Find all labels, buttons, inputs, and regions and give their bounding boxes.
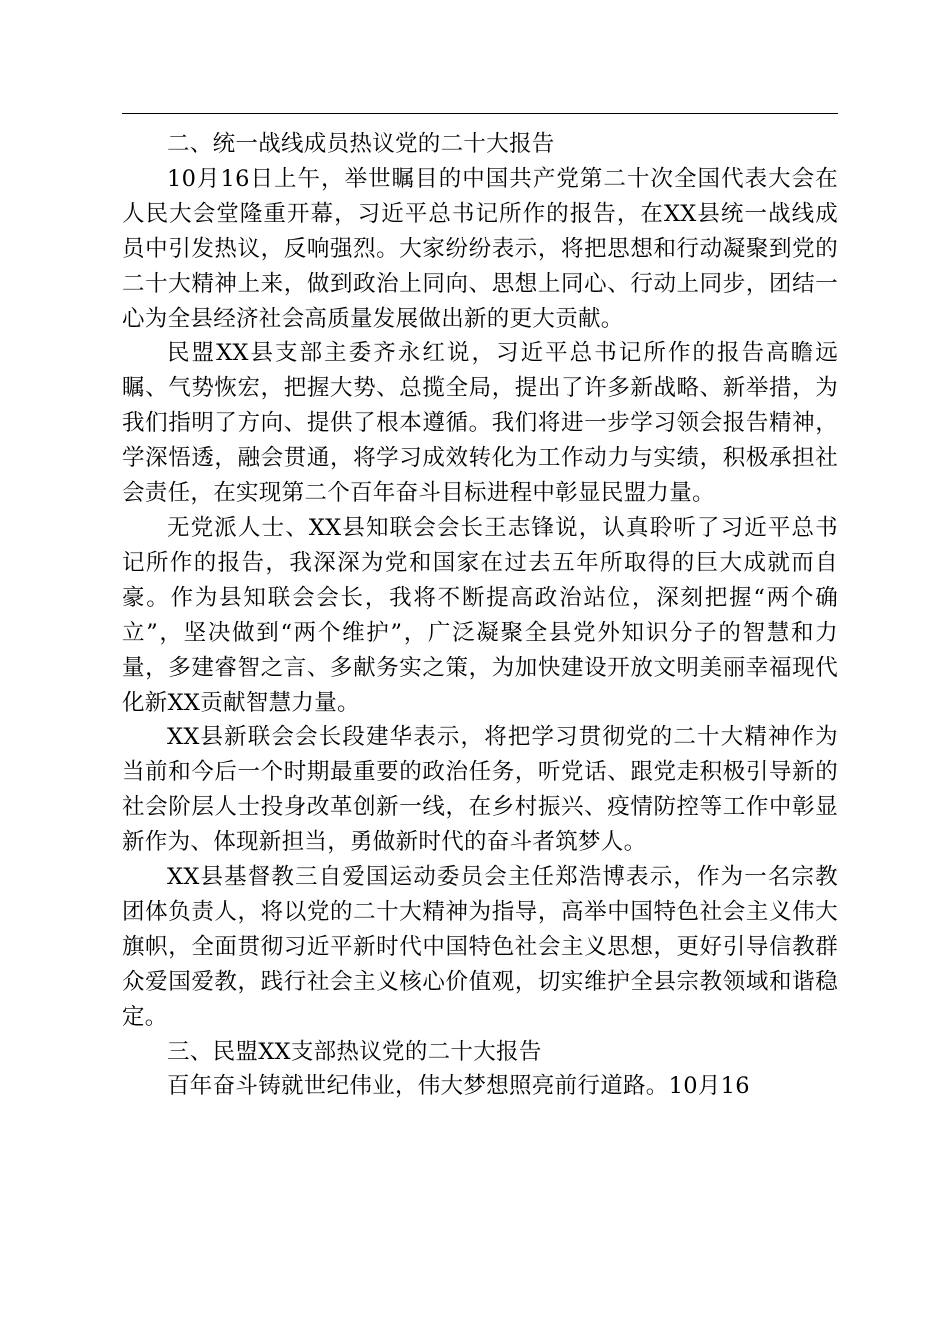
- document-body: [122, 127, 838, 1104]
- paragraph-christian-zheng-haobo: XX县基督教三自爱国运动委员会主任郑浩博表示，作为一名宗教团体负责人，将以党的二十大精神为指导，高举中国特色社会主义伟大旗帜，全面贯彻习近平新时代中国特色社会主义思想，更好引导信教群众爱国爱教，践行社会主义核心价值观，切实维护全县宗教领域和谐稳定。: [122, 864, 838, 1030]
- section-heading-minmeng-branch: 三、民盟XX支部热议党的二十大报告: [167, 1038, 542, 1065]
- paragraph-zhilianhui-wang-zhifeng: 无党派人士、XX县知联会会长王志锋说，认真聆听了习近平总书记所作的报告，我深深为党和国家在过去五年所取得的巨大成就而自豪。作为县知联会会长，我将不断提高政治站位，深刻把握“两个确立”，坚决做到“两个维护”，广泛凝聚全县党外知识分子的智慧和力量，多建睿智之言、多献务实之策，为加快建设开放文明美丽幸福现代化新XX贡献智慧力量。: [122, 514, 838, 716]
- paragraph-xinlianhui-duan-jianhua: XX县新联会会长段建华表示，将把学习贯彻党的二十大精神作为当前和今后一个时期最重要的政治任务，听党话、跟党走积极引导新的社会阶层人士投身改革创新一线，在乡村振兴、疫情防控等工作中彰显新作为、体现新担当，勇做新时代的奋斗者筑梦人。: [122, 724, 838, 856]
- paragraph-minmeng-qi-yonghong: 民盟XX县支部主委齐永红说，习近平总书记所作的报告高瞻远瞩、气势恢宏，把握大势、总揽全局，提出了许多新战略、新举措，为我们指明了方向、提供了根本遵循。我们将进一步学习领会报告精神，学深悟透，融会贯通，将学习成效转化为工作动力与实绩，积极承担社会责任，在实现第二个百年奋斗目标进程中彰显民盟力量。: [122, 340, 838, 507]
- section-heading-united-front: 二、统一战线成员热议党的二十大报告: [167, 131, 555, 157]
- paragraph-opening-report: 10月16日上午，举世瞩目的中国共产党第二十次全国代表大会在人民大会堂隆重开幕，习近平总书记所作的报告，在XX县统一战线成员中引发热议，反响强烈。大家纷纷表示，将把思想和行动凝聚到党的二十大精神上来，做到政治上同向、思想上同心、行动上同步，团结一心为全县经济社会高质量发展做出新的更大贡献。: [122, 165, 838, 332]
- header-rule: [122, 113, 838, 114]
- paragraph-centennial-struggle: 百年奋斗铸就世纪伟业，伟大梦想照亮前行道路。10月16: [167, 1073, 750, 1100]
